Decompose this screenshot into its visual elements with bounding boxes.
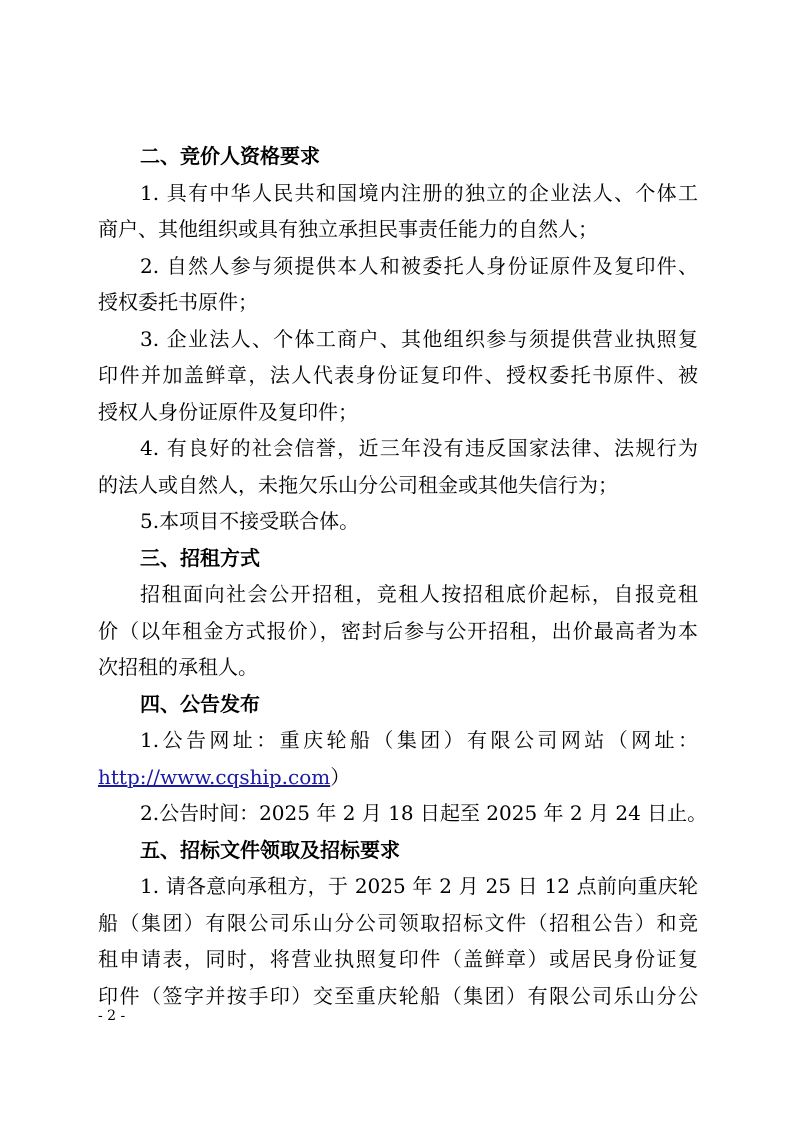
section-heading-bid-documents: 五、招标文件领取及招标要求 — [140, 837, 400, 862]
paragraph-line: 印件并加盖鲜章，法人代表身份证复印件、授权委托书原件、被 — [98, 363, 698, 387]
section-heading-qualifications: 二、竞价人资格要求 — [140, 144, 320, 168]
section-heading-leasing-method: 三、招租方式 — [140, 545, 260, 570]
page-number: - 2 - — [98, 1008, 126, 1024]
section-heading-announcement: 四、公告发布 — [140, 691, 260, 716]
paragraph-line: 招租面向社会公开招租，竞租人按招租底价起标，自报竞租 — [140, 582, 698, 606]
paragraph-line: 1. 请各意向承租方，于 2025 年 2 月 25 日 12 点前向重庆轮 — [140, 874, 698, 898]
paragraph-line: 商户、其他组织或具有独立承担民事责任能力的自然人； — [98, 217, 598, 241]
paragraph-line: 2.公告时间：2025 年 2 月 18 日起至 2025 年 2 月 24 日止。 — [140, 801, 708, 825]
document-body — [98, 138, 708, 1014]
paragraph-line: 租申请表，同时，将营业执照复印件（盖鲜章）或居民身份证复 — [98, 947, 698, 971]
paragraph-line: 授权委托书原件； — [98, 290, 258, 314]
paragraph-line: 印件（签字并按手印）交至重庆轮船（集团）有限公司乐山分公 — [98, 983, 698, 1008]
paragraph-line: 授权人身份证原件及复印件； — [98, 399, 358, 424]
paragraph-line: 价（以年租金方式报价），密封后参与公开招租，出价最高者为本 — [98, 618, 698, 643]
paragraph-line: 的法人或自然人，未拖欠乐山分公司租金或其他失信行为； — [98, 472, 618, 497]
paragraph-line: 次招租的承租人。 — [98, 655, 258, 679]
paragraph-line: 船（集团）有限公司乐山分公司领取招标文件（招租公告）和竞 — [98, 910, 698, 935]
paragraph-line: 2. 自然人参与须提供本人和被委托人身份证原件及复印件、 — [140, 253, 698, 278]
paragraph-line — [98, 759, 698, 796]
website-link[interactable]: http://www.cqship.com — [98, 764, 331, 789]
paragraph-text: ） — [330, 764, 351, 789]
paragraph-line: 3. 企业法人、个体工商户、其他组织参与须提供营业执照复 — [140, 326, 698, 351]
paragraph-line: 5.本项目不接受联合体。 — [140, 509, 360, 533]
paragraph-line: 1. 具有中华人民共和国境内注册的独立的企业法人、个体工 — [140, 180, 698, 205]
paragraph-line: 4. 有良好的社会信誉，近三年没有违反国家法律、法规行为 — [140, 436, 698, 460]
paragraph-line: 1.公告网址：重庆轮船（集团）有限公司网站（网址： — [140, 728, 698, 752]
